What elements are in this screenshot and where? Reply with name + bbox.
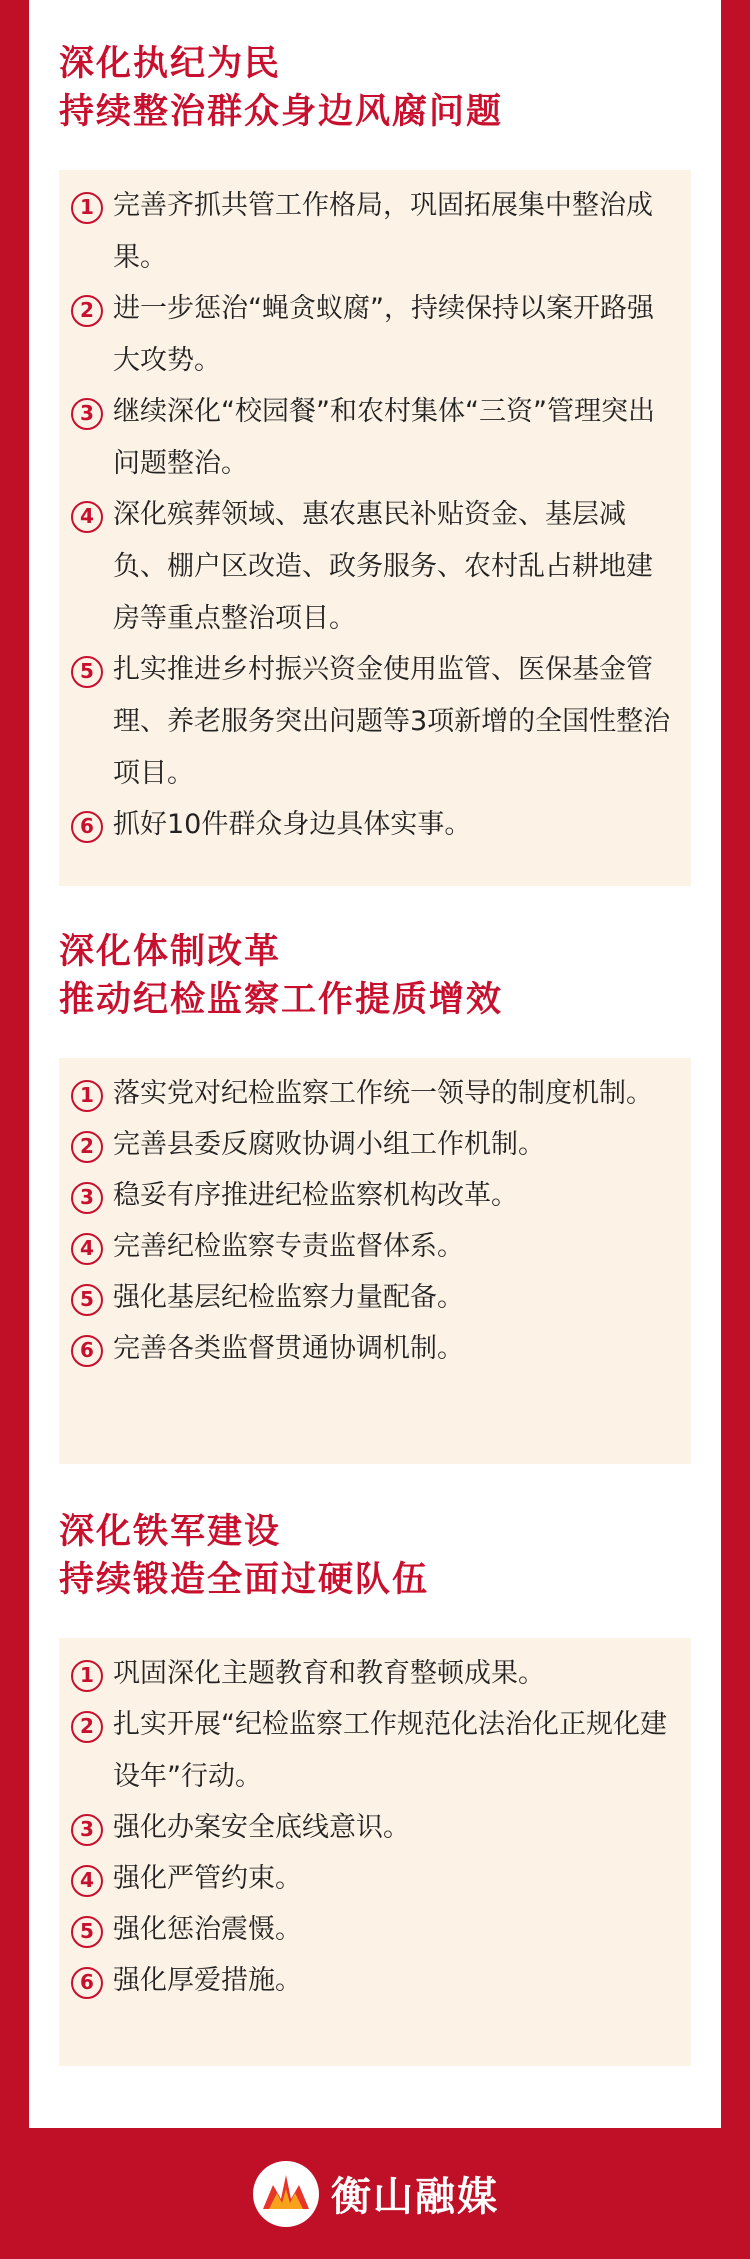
section-3-title-line1: 深化铁军建设 [59, 1512, 282, 1552]
list-item [71, 1656, 679, 1700]
list-item-text: 深化殡葬领域、惠农惠民补贴资金、基层减负、棚户区改造、政务服务、农村乱占耕地建房等重点整治项目。 [113, 499, 653, 634]
number-badge: 2 [71, 1711, 103, 1743]
list-item [71, 1707, 679, 1803]
list-item-text: 完善各类监督贯通协调机制。 [113, 1333, 464, 1364]
list-item [71, 497, 679, 645]
mountain-flame-logo-icon [251, 2159, 321, 2229]
list-item-text: 强化基层纪检监察力量配备。 [113, 1282, 464, 1313]
section-1-title-line1: 深化执纪为民 [59, 44, 282, 84]
list-item [71, 1178, 679, 1222]
number-badge: 3 [71, 1182, 103, 1214]
list-item [71, 1280, 679, 1324]
list-item [71, 1912, 679, 1956]
section-3-title [59, 1508, 691, 1604]
list-item [71, 1127, 679, 1171]
number-badge: 4 [71, 1233, 103, 1265]
list-item [71, 807, 679, 851]
list-item-text: 扎实开展“纪检监察工作规范化法治化正规化建设年”行动。 [113, 1709, 667, 1792]
number-badge: 3 [71, 1814, 103, 1846]
number-badge: 2 [71, 295, 103, 327]
number-badge: 3 [71, 398, 103, 430]
section-2-title-line1: 深化体制改革 [59, 932, 282, 972]
list-item-text: 完善纪检监察专责监督体系。 [113, 1231, 464, 1262]
section-1-title [59, 40, 691, 136]
list-item-text: 继续深化“校园餐”和农村集体“三资”管理突出问题整治。 [113, 396, 655, 479]
number-badge: 5 [71, 656, 103, 688]
list-item [71, 394, 679, 490]
list-item [71, 1861, 679, 1905]
list-item-text: 进一步惩治“蝇贪蚁腐”，持续保持以案开路强大攻势。 [113, 293, 654, 376]
list-item-text: 强化厚爱措施。 [113, 1965, 302, 1996]
brand-name: 衡山融媒 [331, 2174, 499, 2220]
number-badge: 2 [71, 1131, 103, 1163]
list-item [71, 1810, 679, 1854]
list-item [71, 1229, 679, 1273]
section-3 [59, 1508, 691, 1996]
list-item-text: 稳妥有序推进纪检监察机构改革。 [113, 1180, 518, 1211]
list-item-text: 强化严管约束。 [113, 1863, 302, 1894]
number-badge: 5 [71, 1284, 103, 1316]
list-item [71, 652, 679, 800]
number-badge: 5 [71, 1916, 103, 1948]
number-badge: 1 [71, 192, 103, 224]
section-1 [59, 40, 691, 840]
section-3-list [59, 1638, 691, 2066]
list-item [71, 1963, 679, 2007]
list-item [71, 188, 679, 284]
list-item [71, 1331, 679, 1375]
section-2-title-line2: 推动纪检监察工作提质增效 [59, 980, 504, 1020]
number-badge: 4 [71, 501, 103, 533]
section-3-title-line2: 持续锻造全面过硬队伍 [59, 1560, 430, 1600]
number-badge: 6 [71, 1335, 103, 1367]
number-badge: 1 [71, 1660, 103, 1692]
list-item-text: 完善齐抓共管工作格局，巩固拓展集中整治成果。 [113, 190, 653, 273]
section-2-list [59, 1058, 691, 1464]
list-item [71, 291, 679, 387]
list-item-text: 巩固深化主题教育和教育整顿成果。 [113, 1658, 545, 1689]
list-item-text: 强化办案安全底线意识。 [113, 1812, 410, 1843]
list-item-text: 强化惩治震慑。 [113, 1914, 302, 1945]
number-badge: 6 [71, 811, 103, 843]
number-badge: 4 [71, 1865, 103, 1897]
list-item-text: 完善县委反腐败协调小组工作机制。 [113, 1129, 545, 1160]
section-1-title-line2: 持续整治群众身边风腐问题 [59, 92, 504, 132]
section-2-title [59, 928, 691, 1024]
list-item [71, 1076, 679, 1120]
list-item-text: 抓好10件群众身边具体实事。 [113, 809, 472, 840]
content-panel [29, 0, 721, 2128]
list-item-text: 落实党对纪检监察工作统一领导的制度机制。 [113, 1078, 653, 1109]
number-badge: 6 [71, 1967, 103, 1999]
number-badge: 1 [71, 1080, 103, 1112]
section-1-list [59, 170, 691, 886]
list-item-text: 扎实推进乡村振兴资金使用监管、医保基金管理、养老服务突出问题等3项新增的全国性整治项目。 [113, 654, 671, 789]
footer [0, 2128, 750, 2259]
section-2 [59, 928, 691, 1364]
